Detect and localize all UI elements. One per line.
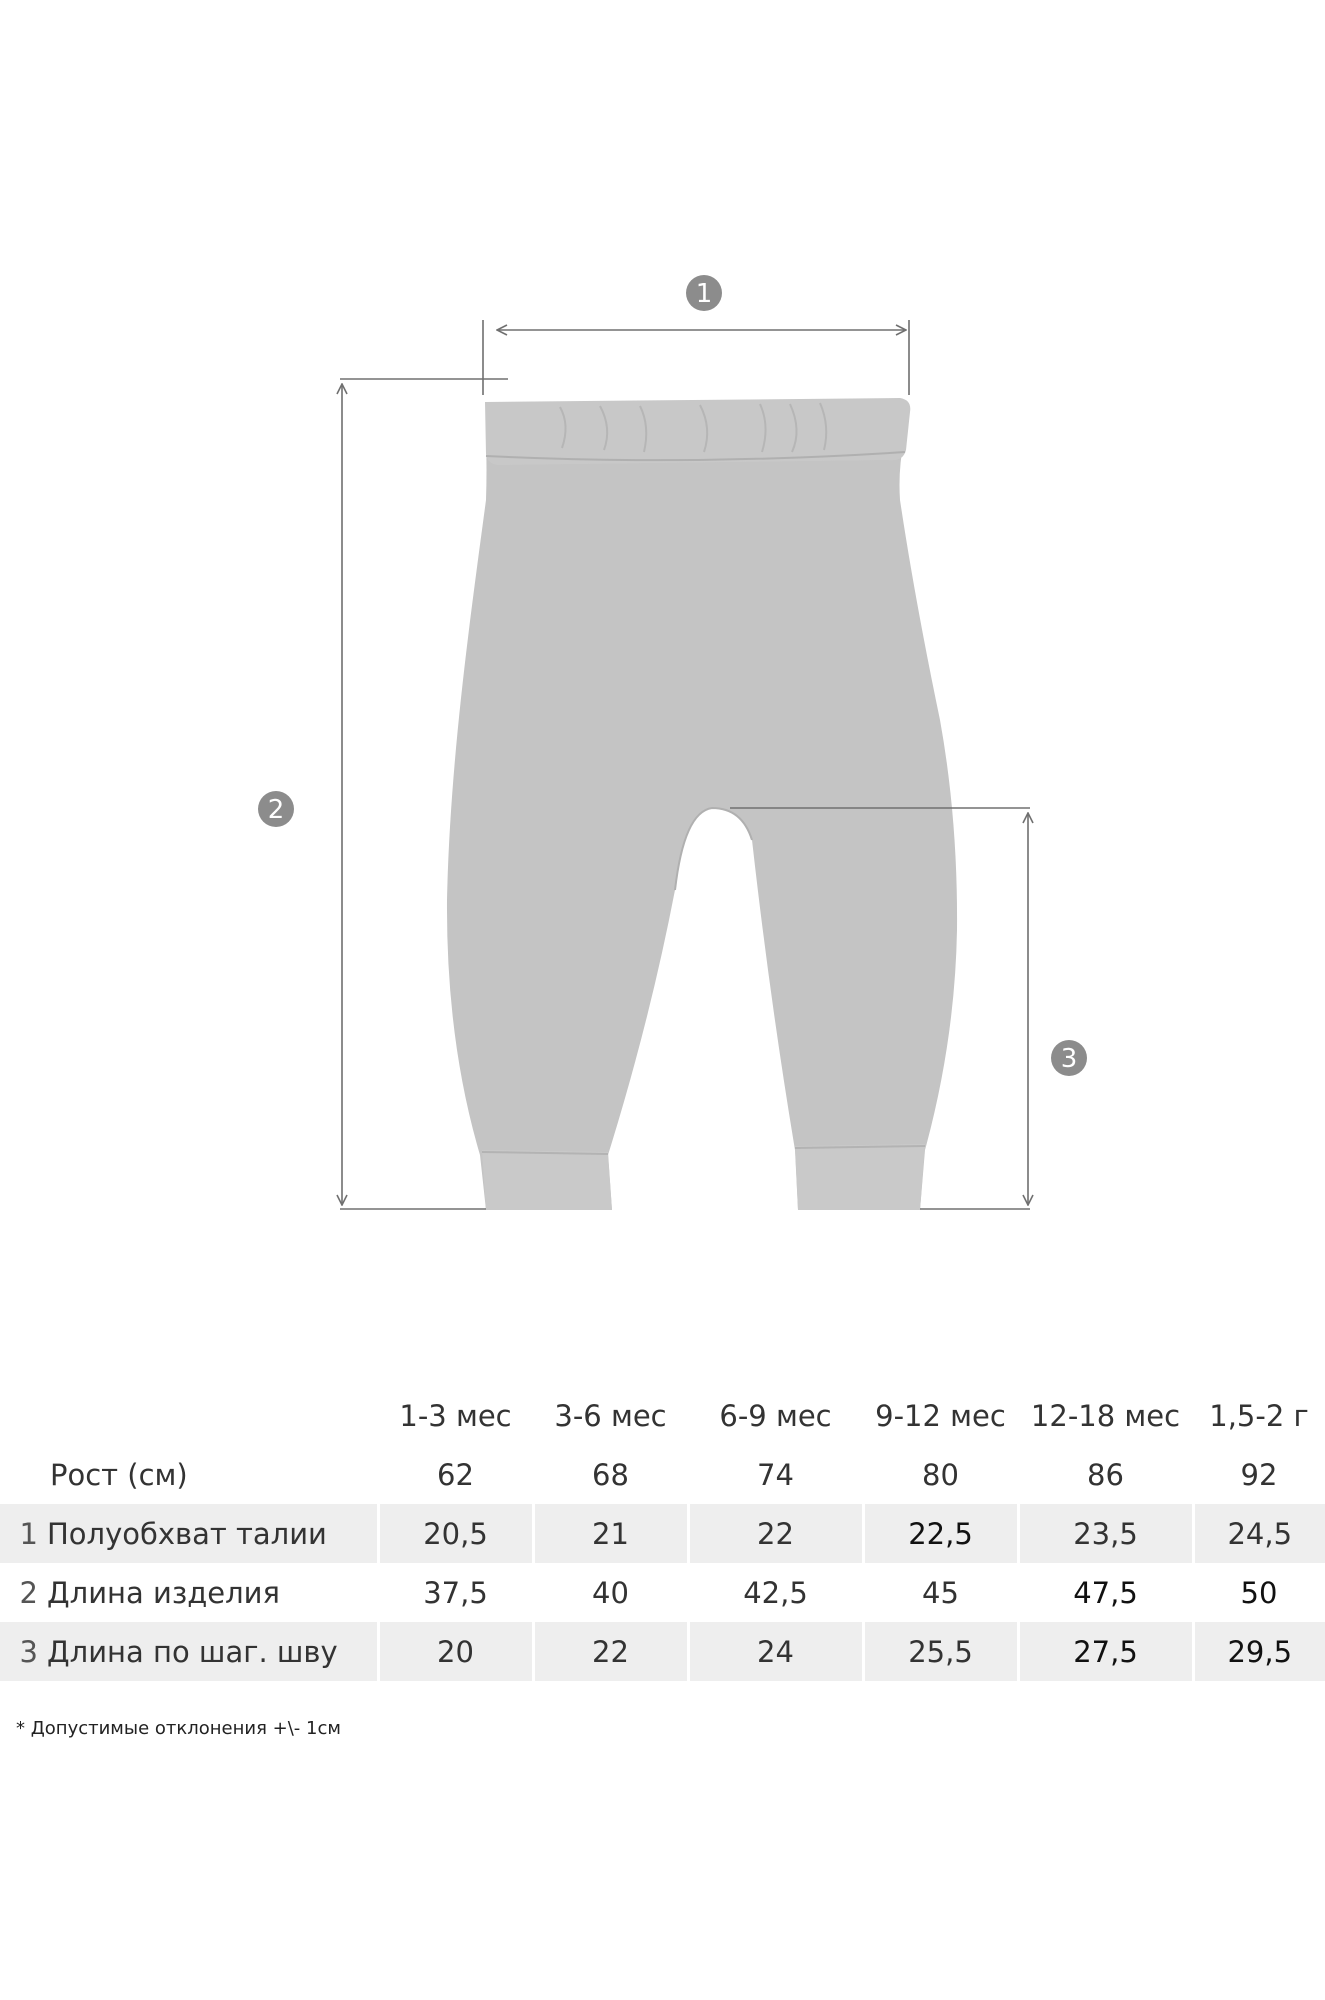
table-cell: 86 <box>1087 1457 1124 1492</box>
pants-illustration <box>447 398 957 1210</box>
table-cell: 22 <box>688 1504 863 1563</box>
pants-body <box>447 440 957 1210</box>
table-cell: 29,5 <box>1193 1622 1325 1681</box>
svg-text:1: 1 <box>695 279 713 309</box>
table-row <box>0 1504 1325 1563</box>
table-row-height <box>0 1445 1325 1504</box>
row-label: Длина изделия <box>47 1575 280 1610</box>
row-number: 3 <box>0 1622 45 1681</box>
table-header-cell: 12-18 мес <box>1030 1398 1181 1433</box>
left-cuff <box>482 1150 612 1210</box>
table-header-cell: 6-9 мес <box>719 1398 832 1433</box>
table-cell: 62 <box>437 1457 474 1492</box>
table-cell: 23,5 <box>1018 1504 1193 1563</box>
table-cell: 92 <box>1240 1457 1278 1492</box>
table-header-cell: 9-12 мес <box>875 1398 1006 1433</box>
table-cell: 45 <box>922 1575 959 1610</box>
table-cell: 40 <box>592 1575 629 1610</box>
table-row <box>0 1622 1325 1681</box>
row-label: Длина по шаг. шву <box>45 1622 378 1681</box>
table-cell: 25,5 <box>863 1622 1018 1681</box>
marker-1 <box>686 275 722 311</box>
tolerance-footnote: * Допустимые отклонения +\- 1см <box>16 1718 341 1739</box>
table-header-cell: 3-6 мес <box>554 1398 667 1433</box>
row-number: 2 <box>19 1575 38 1610</box>
table-cell: 42,5 <box>743 1575 808 1610</box>
table-cell: 22,5 <box>863 1504 1018 1563</box>
table-cell: 47,5 <box>1073 1575 1138 1610</box>
right-cuff <box>795 1144 925 1210</box>
table-cell: 20,5 <box>378 1504 533 1563</box>
table-cell: 24 <box>688 1622 863 1681</box>
row-number: 1 <box>0 1504 45 1563</box>
size-table <box>0 1386 1325 1681</box>
marker-3 <box>1051 1040 1087 1076</box>
table-cell: 80 <box>922 1457 959 1492</box>
table-header-cell: 1,5-2 г <box>1209 1398 1309 1433</box>
row-label: Полуобхват талии <box>45 1504 378 1563</box>
table-cell: 50 <box>1240 1575 1278 1610</box>
table-header-cell: 1-3 мес <box>399 1398 512 1433</box>
table-cell: 24,5 <box>1193 1504 1325 1563</box>
table-cell: 22 <box>533 1622 688 1681</box>
table-row <box>0 1563 1325 1622</box>
svg-text:3: 3 <box>1060 1044 1078 1074</box>
table-cell: 74 <box>757 1457 794 1492</box>
svg-text:2: 2 <box>267 795 285 825</box>
dimension-waist <box>483 320 909 395</box>
marker-2 <box>258 791 294 827</box>
table-cell: 37,5 <box>423 1575 488 1610</box>
table-cell: 21 <box>533 1504 688 1563</box>
table-cell: 68 <box>592 1457 629 1492</box>
table-cell: 20 <box>378 1622 533 1681</box>
table-cell: 27,5 <box>1018 1622 1193 1681</box>
row-label: Рост (см) <box>50 1457 188 1492</box>
table-header-row <box>0 1386 1325 1445</box>
